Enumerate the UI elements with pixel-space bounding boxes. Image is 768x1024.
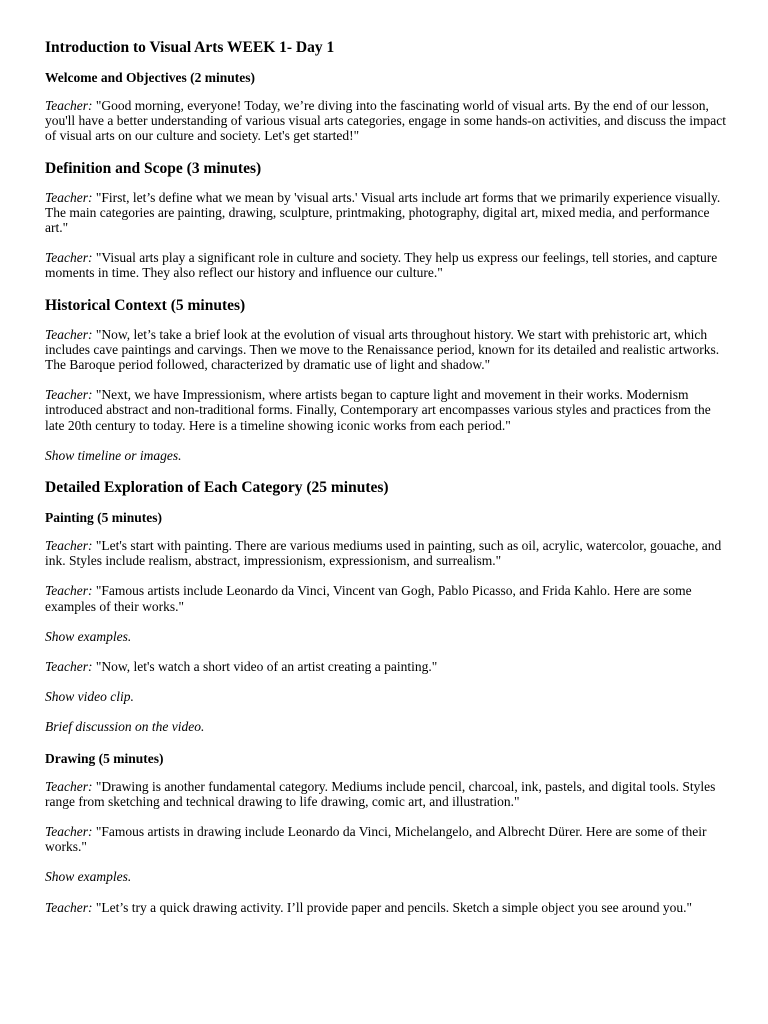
exploration-heading: Detailed Exploration of Each Category (25 minutes) xyxy=(45,479,389,497)
welcome-text: "Good morning, everyone! Today, we’re diving into the fascinating world of visual arts. By the end of our lesson, you'll have a better understanding of various visual arts categories, engage in some hands-on activities, and discuss the impact of visual arts on our culture and society. Let's get started!" xyxy=(45,98,726,144)
painting-paragraph-1 xyxy=(45,538,728,568)
welcome-heading: Welcome and Objectives (2 minutes) xyxy=(45,70,255,85)
definition-paragraph-2 xyxy=(45,250,728,280)
speaker-label: Teacher: xyxy=(45,538,93,554)
speaker-label: Teacher: xyxy=(45,250,93,266)
drawing-heading: Drawing (5 minutes) xyxy=(45,750,164,766)
painting-heading: Painting (5 minutes) xyxy=(45,510,163,526)
welcome-paragraph xyxy=(45,98,728,144)
document-title: Introduction to Visual Arts WEEK 1- Day 1 xyxy=(45,39,335,56)
painting-text-2: "Famous artists include Leonardo da Vinci, Vincent van Gogh, Pablo Picasso, and Frida Kahlo. Here are some examples of their works." xyxy=(45,583,692,614)
painting-text-1: "Let's start with painting. There are various mediums used in painting, such as oil, acrylic, watercolor, gouache, and ink. Styles include realism, abstract, impressionism, expressionism, and surrealism." xyxy=(45,538,722,569)
history-paragraph-2 xyxy=(45,387,728,433)
definition-text-2: "Visual arts play a significant role in culture and society. They help us express our feelings, tell stories, and capture moments in time. They also reflect our history and influence our culture." xyxy=(45,250,718,281)
speaker-label: Teacher: xyxy=(45,659,93,675)
drawing-paragraph-3 xyxy=(45,900,728,915)
speaker-label: Teacher: xyxy=(45,899,93,915)
definition-paragraph-1 xyxy=(45,190,728,236)
definition-text-1: "First, let’s define what we mean by 'visual arts.' Visual arts include art forms that we primarily experience visually. The main categories are painting, drawing, sculpture, printmaking, photography, digital art, mixed media, and performance art." xyxy=(45,189,721,236)
painting-stage-direction-examples: Show examples. xyxy=(45,628,132,644)
speaker-label: Teacher: xyxy=(45,583,93,599)
speaker-label: Teacher: xyxy=(45,824,93,840)
history-paragraph-1 xyxy=(45,327,728,373)
drawing-stage-direction-examples: Show examples. xyxy=(45,869,132,885)
drawing-text-2: "Famous artists in drawing include Leonardo da Vinci, Michelangelo, and Albrecht Dürer. Here are some of their works." xyxy=(45,824,707,855)
drawing-text-3: "Let’s try a quick drawing activity. I’ll provide paper and pencils. Sketch a simple object you see around you." xyxy=(95,899,692,915)
painting-paragraph-3 xyxy=(45,659,728,674)
painting-stage-direction-discussion: Brief discussion on the video. xyxy=(45,719,205,735)
speaker-label: Teacher: xyxy=(45,98,93,113)
speaker-label: Teacher: xyxy=(45,778,93,794)
history-text-1: "Now, let’s take a brief look at the evolution of visual arts throughout history. We start with prehistoric art, which includes cave paintings and carvings. Then we move to the Renaissance period, known for its detailed and realistic artworks. The Baroque period followed, characterized by dramatic use of light and shadow." xyxy=(45,326,720,373)
painting-paragraph-2 xyxy=(45,583,728,613)
history-heading: Historical Context (5 minutes) xyxy=(45,296,246,314)
drawing-paragraph-1 xyxy=(45,779,728,809)
drawing-text-1: "Drawing is another fundamental category. Mediums include pencil, charcoal, ink, pastels, and digital tools. Styles range from sketching and technical drawing to life drawing, comic art, and illustration." xyxy=(45,778,716,809)
drawing-paragraph-2 xyxy=(45,824,728,854)
definition-heading: Definition and Scope (3 minutes) xyxy=(45,159,262,177)
history-text-2: "Next, we have Impressionism, where artists began to capture light and movement in their works. Modernism introduced abstract and non-traditional forms. Finally, Contemporary art encompasses various styles and practices from the late 20th century to today. Here is a timeline showing iconic works from each period." xyxy=(45,387,711,433)
painting-text-3: "Now, let's watch a short video of an artist creating a painting." xyxy=(95,659,438,675)
history-stage-direction: Show timeline or images. xyxy=(45,447,182,463)
speaker-label: Teacher: xyxy=(45,387,93,403)
painting-stage-direction-video: Show video clip. xyxy=(45,689,134,705)
speaker-label: Teacher: xyxy=(45,189,93,205)
speaker-label: Teacher: xyxy=(45,326,93,342)
